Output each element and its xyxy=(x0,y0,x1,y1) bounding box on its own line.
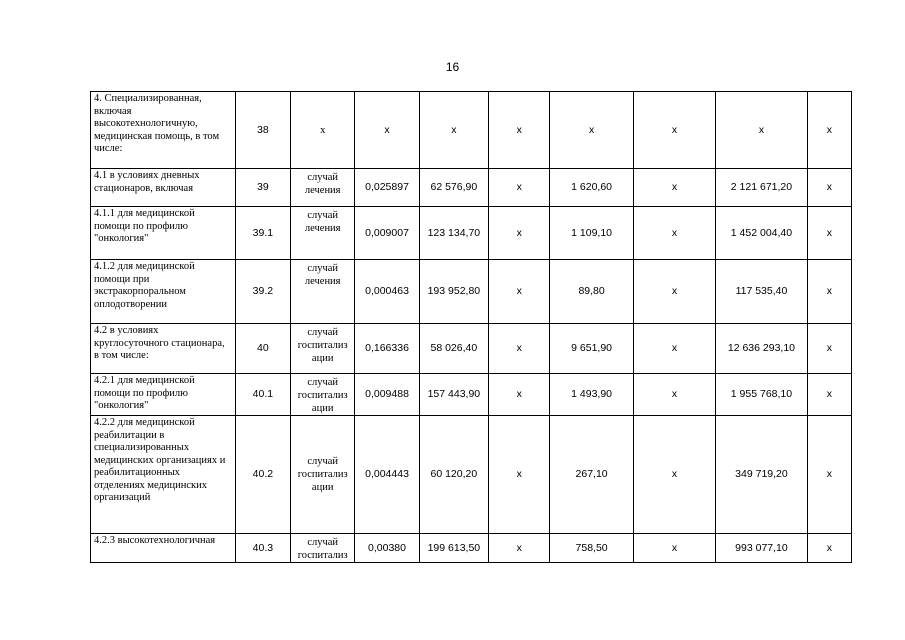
cost-cell: х xyxy=(419,92,488,169)
unit-cell: случай госпитализ ации xyxy=(291,374,355,416)
table-row xyxy=(91,260,852,324)
value-cell: 117 535,40 xyxy=(716,260,807,324)
value-cell: х xyxy=(716,92,807,169)
value-cell: 1 955 768,10 xyxy=(716,374,807,416)
value-cell: х xyxy=(807,260,851,324)
cost-cell: 60 120,20 xyxy=(419,416,488,534)
value-cell: 9 651,90 xyxy=(550,324,633,374)
value-cell: 12 636 293,10 xyxy=(716,324,807,374)
unit-cell: случай лечения xyxy=(291,260,355,324)
cost-cell: 199 613,50 xyxy=(419,534,488,563)
unit-cell: случай госпитализ ации xyxy=(291,324,355,374)
cost-cell: 58 026,40 xyxy=(419,324,488,374)
value-cell: х xyxy=(807,416,851,534)
table-row xyxy=(91,92,852,169)
row-number: 40.1 xyxy=(235,374,290,416)
value-cell: х xyxy=(550,92,633,169)
norm-cell: 0,009488 xyxy=(355,374,419,416)
value-cell: х xyxy=(633,207,715,260)
value-cell: х xyxy=(489,534,550,563)
row-name: 4.1 в условиях дневных стационаров, включая xyxy=(91,169,236,207)
row-number: 38 xyxy=(235,92,290,169)
value-cell: 758,50 xyxy=(550,534,633,563)
value-cell: х xyxy=(633,92,715,169)
value-cell: х xyxy=(807,534,851,563)
row-number: 39.2 xyxy=(235,260,290,324)
page-number: 16 xyxy=(445,60,460,74)
value-cell: х xyxy=(489,260,550,324)
norm-cell: 0,009007 xyxy=(355,207,419,260)
row-number: 40 xyxy=(235,324,290,374)
value-cell: 1 493,90 xyxy=(550,374,633,416)
value-cell: х xyxy=(633,169,715,207)
value-cell: х xyxy=(489,374,550,416)
row-name: 4.1.2 для медицинской помощи при экстракорпоральном оплодотворении xyxy=(91,260,236,324)
unit-cell: случай госпитализ xyxy=(291,534,355,563)
value-cell: х xyxy=(807,92,851,169)
value-cell: х xyxy=(633,260,715,324)
value-cell: х xyxy=(489,416,550,534)
value-cell: х xyxy=(807,169,851,207)
table-row xyxy=(91,169,852,207)
value-cell: 349 719,20 xyxy=(716,416,807,534)
norm-cell: х xyxy=(355,92,419,169)
table-row xyxy=(91,374,852,416)
row-name: 4. Специализированная, включая высокотехнологичную, медицинская помощь, в том числе: xyxy=(91,92,236,169)
row-number: 40.3 xyxy=(235,534,290,563)
cost-cell: 123 134,70 xyxy=(419,207,488,260)
table-row xyxy=(91,534,852,563)
row-name: 4.2.1 для медицинской помощи по профилю "онкология" xyxy=(91,374,236,416)
value-cell: 2 121 671,20 xyxy=(716,169,807,207)
norm-cell: 0,025897 xyxy=(355,169,419,207)
value-cell: х xyxy=(633,374,715,416)
unit-cell: случай лечения xyxy=(291,169,355,207)
row-name: 4.2 в условиях круглосуточного стационара, в том числе: xyxy=(91,324,236,374)
value-cell: х xyxy=(633,534,715,563)
value-cell: 89,80 xyxy=(550,260,633,324)
value-cell: х xyxy=(807,207,851,260)
table-row xyxy=(91,207,852,260)
value-cell: 993 077,10 xyxy=(716,534,807,563)
row-name: 4.2.2 для медицинской реабилитации в специализированных медицинских организациях и реабилитационных отделениях медицинских организаций xyxy=(91,416,236,534)
norm-cell: 0,000463 xyxy=(355,260,419,324)
row-name: 4.2.3 высокотехнологичная xyxy=(91,534,236,563)
value-cell: 1 620,60 xyxy=(550,169,633,207)
value-cell: 1 452 004,40 xyxy=(716,207,807,260)
row-number: 39 xyxy=(235,169,290,207)
value-cell: х xyxy=(489,169,550,207)
value-cell: х xyxy=(807,374,851,416)
cost-cell: 157 443,90 xyxy=(419,374,488,416)
norm-cell: 0,00380 xyxy=(355,534,419,563)
value-cell: х xyxy=(807,324,851,374)
value-cell: 267,10 xyxy=(550,416,633,534)
cost-cell: 193 952,80 xyxy=(419,260,488,324)
unit-cell: х xyxy=(291,92,355,169)
row-name: 4.1.1 для медицинской помощи по профилю "онкология" xyxy=(91,207,236,260)
row-number: 39.1 xyxy=(235,207,290,260)
norm-cell: 0,004443 xyxy=(355,416,419,534)
value-cell: х xyxy=(489,92,550,169)
cost-cell: 62 576,90 xyxy=(419,169,488,207)
unit-cell: случай лечения xyxy=(291,207,355,260)
norm-cell: 0,166336 xyxy=(355,324,419,374)
value-cell: 1 109,10 xyxy=(550,207,633,260)
table-row xyxy=(91,416,852,534)
value-cell: х xyxy=(633,324,715,374)
value-cell: х xyxy=(633,416,715,534)
table-row xyxy=(91,324,852,374)
value-cell: х xyxy=(489,207,550,260)
unit-cell: случай госпитализ ации xyxy=(291,416,355,534)
value-cell: х xyxy=(489,324,550,374)
financing-table xyxy=(90,91,852,563)
row-number: 40.2 xyxy=(235,416,290,534)
